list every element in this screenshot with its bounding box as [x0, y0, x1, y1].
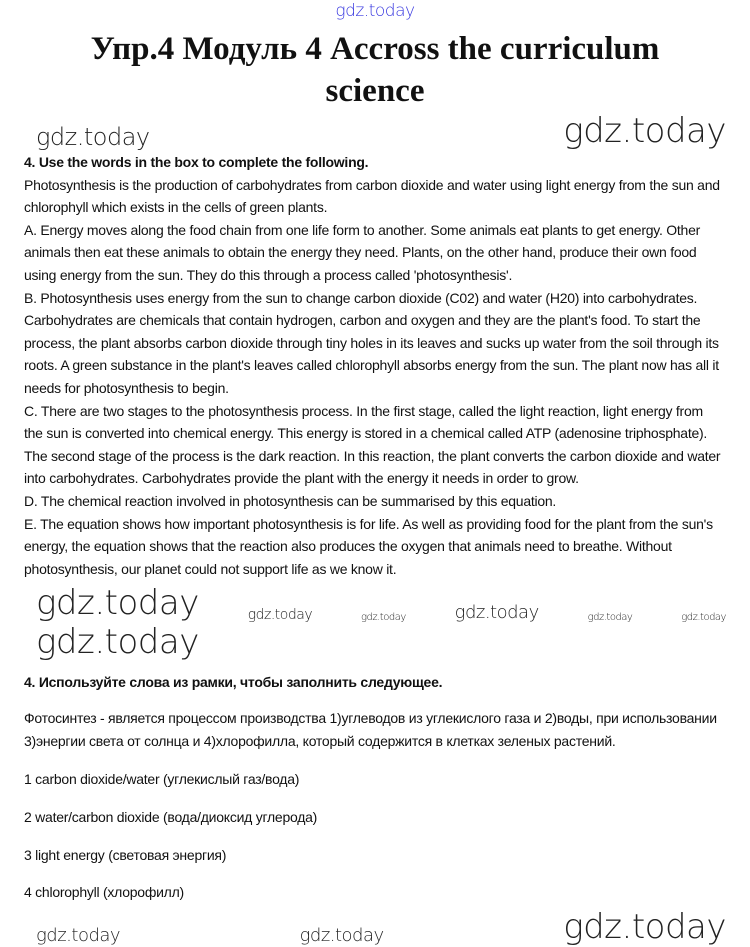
paragraph-b: B. Photosynthesis uses energy from the sun to change carbon dioxide (C02) and water (H20) into carbohydrates. Carbohydrates are chemicals that contain hydrogen, carbon and oxygen and they are the plant's food. To start the process, the plant absorbs carbon dioxide through tiny holes in its leaves and sucks up water from the soil through its roots. A green substance in the plant's leaves called chlorophyll absorbs energy from the sun. The plant now has all it needs for photosynthesis to begin.: [24, 289, 719, 397]
paragraph-c: C. There are two stages to the photosynthesis process. In the first stage, called the light reaction, light energy from the sun is converted into chemical energy. This energy is stored in a chemical called ATP (adenosine triphosphate). The second stage of the process is the dark reaction. In this reaction, the plant converts the carbon dioxide and water into carbohydrates. Carbohydrates provide the plant with the energy it needs in order to grow.: [24, 402, 721, 487]
watermark: gdz.today: [335, 1, 415, 21]
answer-item: 4 chlorophyll (хлорофилл): [24, 884, 184, 901]
watermark-top: [0, 0, 750, 28]
watermark: gdz.today: [563, 906, 726, 947]
russian-section: [24, 671, 724, 904]
watermark: gdz.today: [587, 611, 633, 623]
answer-item: 2 water/carbon dioxide (вода/диоксид углерода): [24, 808, 318, 825]
watermark: gdz.today: [247, 607, 313, 624]
paragraph-intro: Photosynthesis is the production of carbohydrates from carbon dioxide and water using light energy from the sun and chlorophyll which exists in the cells of green plants.: [24, 176, 720, 216]
watermark: gdz.today: [36, 122, 150, 151]
paragraph-d: D. The chemical reaction involved in photosynthesis can be summarised by this equation.: [24, 493, 557, 509]
watermark: gdz.today: [36, 925, 121, 947]
ru-text: Фотосинтез - является процессом производства 1)углеводов из углекислого газа и 2)воды, при использовании 3)энергии света от солнца и 4)хлорофилла, который содержится в клетках зеленых растений.: [24, 710, 717, 749]
watermark-row: [0, 112, 750, 151]
watermark: gdz.today: [36, 622, 199, 663]
watermark: gdz.today: [681, 611, 726, 623]
watermark: gdz.today: [563, 111, 726, 151]
watermark: gdz.today: [299, 925, 384, 947]
watermark: gdz.today: [454, 601, 539, 623]
ru-heading: 4. Используйте слова из рамки, чтобы заполнить следующее.: [24, 673, 443, 690]
watermark-row: [0, 908, 750, 947]
paragraph-a: A. Energy moves along the food chain from one life form to another. Some animals eat plants to get energy. Other animals then eat these animals to obtain the energy they need. Plants, on the other hand, produce their own food using energy from the sun. They do this through a process called 'photosynthesis'.: [24, 221, 701, 284]
answer-item: 3 light energy (световая энергия): [24, 846, 227, 863]
watermark: gdz.today: [36, 583, 199, 624]
page-title-line2: science: [325, 73, 425, 109]
exercise-text: [24, 151, 724, 580]
answer-item: 1 carbon dioxide/water (углекислый газ/вода): [24, 771, 300, 788]
watermark: gdz.today: [361, 611, 406, 623]
page-title: Упр.4 Модуль 4 Accross the curriculum: [90, 31, 660, 67]
paragraph-e: E. The equation shows how important photosynthesis is for life. As well as providing food for the plant from the sun's energy, the equation shows that the reaction also produces the oxygen that animals need to breathe. Without photosynthesis, our planet could not support life as we know it.: [24, 515, 713, 577]
task-heading: 4. Use the words in the box to complete the following.: [24, 154, 369, 171]
watermark-row: [0, 584, 750, 662]
